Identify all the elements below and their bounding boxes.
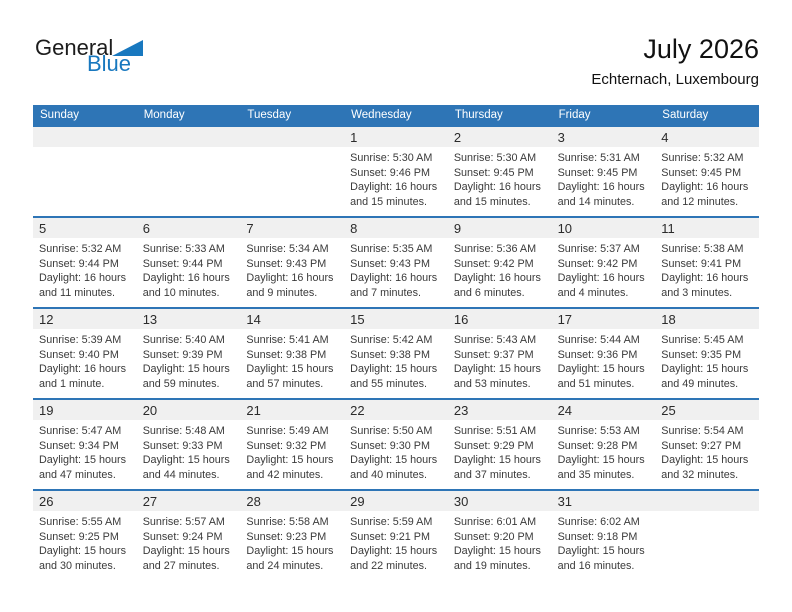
daylight-text-line2: and 11 minutes. [39, 286, 116, 299]
daylight-text-line1: Daylight: 16 hours [557, 272, 645, 285]
day-cell-details [344, 238, 448, 307]
day-number-strip [33, 491, 759, 511]
calendar-grid [33, 105, 759, 580]
sunset-text: Sunset: 9:45 PM [661, 166, 742, 179]
sunrise-text: Sunrise: 5:59 AM [350, 516, 433, 528]
daylight-text-line1: Daylight: 15 hours [39, 545, 127, 558]
day-number: 4 [661, 129, 669, 145]
daylight-text-line2: and 37 minutes. [453, 468, 531, 481]
day-number: 3 [557, 129, 565, 145]
day-cell-details [137, 329, 241, 398]
daylight-text-line2: and 4 minutes. [557, 286, 629, 299]
day-number: 13 [142, 311, 158, 327]
daylight-text-line1: Daylight: 15 hours [142, 363, 230, 376]
sunrise-text: Sunrise: 5:37 AM [557, 243, 640, 255]
day-number: 31 [557, 493, 573, 509]
day-number: 7 [246, 220, 254, 236]
daylight-text-line1: Daylight: 16 hours [661, 272, 749, 285]
sunset-text: Sunset: 9:30 PM [350, 439, 430, 452]
day-cell-details [552, 329, 656, 398]
sunrise-text: Sunrise: 5:57 AM [142, 516, 225, 528]
daylight-text-line2: and 57 minutes. [246, 377, 324, 390]
sunset-text: Sunset: 9:32 PM [246, 439, 327, 452]
weekday-header-row [33, 105, 759, 125]
sunset-text: Sunset: 9:43 PM [246, 257, 327, 270]
day-number: 10 [557, 220, 573, 236]
weekday-header: Tuesday [247, 109, 292, 121]
daylight-text-line1: Daylight: 15 hours [350, 363, 438, 376]
daylight-text-line1: Daylight: 15 hours [557, 545, 645, 558]
sunrise-text: Sunrise: 5:55 AM [39, 516, 122, 528]
day-cell-details [344, 511, 448, 580]
daylight-text-line1: Daylight: 15 hours [453, 454, 541, 467]
day-cell-details [33, 511, 137, 580]
daylight-text-line1: Daylight: 16 hours [661, 181, 749, 194]
day-number: 14 [246, 311, 261, 327]
day-number: 9 [453, 220, 462, 236]
day-number: 20 [142, 402, 158, 418]
day-cell-details [448, 238, 552, 307]
daylight-text-line2: and 44 minutes. [142, 468, 220, 481]
sunrise-text: Sunrise: 5:32 AM [661, 152, 744, 164]
sunrise-text: Sunrise: 5:39 AM [39, 334, 122, 346]
weekday-header: Saturday [662, 109, 709, 121]
daylight-text-line1: Daylight: 16 hours [453, 181, 541, 194]
daylight-text-line1: Daylight: 15 hours [350, 545, 438, 558]
sunrise-text: Sunrise: 5:51 AM [453, 425, 537, 437]
day-cell-details [240, 238, 344, 307]
day-number: 28 [246, 493, 261, 509]
day-details-row [33, 238, 759, 307]
day-details-row [33, 420, 759, 489]
sunrise-text: Sunrise: 5:32 AM [39, 243, 122, 255]
sunrise-text: Sunrise: 5:30 AM [453, 152, 537, 164]
day-number: 8 [350, 220, 358, 236]
sunset-text: Sunset: 9:45 PM [557, 166, 638, 179]
daylight-text-line2: and 40 minutes. [350, 468, 427, 481]
daylight-text-line2: and 51 minutes. [557, 377, 635, 390]
sunset-text: Sunset: 9:28 PM [557, 439, 638, 452]
logo-text-general: General [35, 35, 114, 60]
sunrise-text: Sunrise: 5:38 AM [661, 243, 744, 255]
daylight-text-line2: and 7 minutes. [350, 286, 421, 299]
daylight-text-line2: and 32 minutes. [661, 468, 739, 481]
day-cell-details [552, 511, 656, 580]
day-cell-details [552, 420, 656, 489]
daylight-text-line1: Daylight: 15 hours [142, 545, 230, 558]
day-number-strip [33, 218, 759, 238]
day-cell-details [344, 147, 448, 216]
day-number: 11 [661, 220, 675, 236]
sunset-text: Sunset: 9:40 PM [39, 348, 119, 361]
day-number: 15 [350, 311, 365, 327]
daylight-text-line2: and 10 minutes. [142, 286, 220, 299]
sunrise-text: Sunrise: 5:33 AM [142, 243, 225, 255]
sunset-text: Sunset: 9:42 PM [557, 257, 638, 270]
day-number-strip [33, 309, 759, 329]
day-cell-details [655, 147, 759, 216]
sunset-text: Sunset: 9:34 PM [39, 439, 119, 452]
daylight-text-line2: and 19 minutes. [453, 559, 531, 572]
day-number: 16 [453, 311, 469, 327]
daylight-text-line2: and 42 minutes. [246, 468, 324, 481]
daylight-text-line2: and 1 minute. [39, 377, 105, 390]
day-number [655, 491, 759, 511]
sunrise-text: Sunrise: 5:58 AM [246, 516, 329, 528]
sunset-text: Sunset: 9:43 PM [350, 257, 430, 270]
day-number: 26 [39, 493, 54, 509]
daylight-text-line1: Daylight: 16 hours [453, 272, 541, 285]
sunrise-text: Sunrise: 5:30 AM [350, 152, 433, 164]
daylight-text-line2: and 59 minutes. [142, 377, 220, 390]
sunset-text: Sunset: 9:27 PM [661, 439, 742, 452]
weekday-header: Wednesday [351, 109, 412, 121]
sunset-text: Sunset: 9:46 PM [350, 166, 430, 179]
sunset-text: Sunset: 9:44 PM [39, 257, 119, 270]
sunset-text: Sunset: 9:23 PM [246, 530, 327, 543]
daylight-text-line1: Daylight: 15 hours [246, 454, 334, 467]
day-cell-details [655, 511, 759, 580]
sunrise-text: Sunrise: 5:45 AM [661, 334, 744, 346]
daylight-text-line1: Daylight: 16 hours [39, 272, 127, 285]
day-number: 1 [350, 129, 358, 145]
day-cell-details [240, 511, 344, 580]
day-number [240, 127, 344, 147]
daylight-text-line2: and 9 minutes. [246, 286, 318, 299]
daylight-text-line1: Daylight: 16 hours [246, 272, 334, 285]
day-cell-details [33, 420, 137, 489]
daylight-text-line1: Daylight: 15 hours [453, 545, 541, 558]
day-number [137, 127, 241, 147]
sunset-text: Sunset: 9:44 PM [142, 257, 223, 270]
day-cell-details [655, 329, 759, 398]
calendar-weeks [33, 125, 759, 580]
title-block [591, 33, 759, 92]
sunrise-text: Sunrise: 5:44 AM [557, 334, 640, 346]
sunset-text: Sunset: 9:38 PM [350, 348, 430, 361]
daylight-text-line1: Daylight: 16 hours [142, 272, 230, 285]
day-details-row [33, 511, 759, 580]
daylight-text-line1: Daylight: 15 hours [39, 454, 127, 467]
daylight-text-line2: and 47 minutes. [39, 468, 116, 481]
day-cell-details [240, 329, 344, 398]
daylight-text-line2: and 3 minutes. [661, 286, 733, 299]
day-cell-details [448, 329, 552, 398]
sunrise-text: Sunrise: 6:02 AM [557, 516, 640, 528]
daylight-text-line2: and 12 minutes. [661, 195, 739, 208]
sunrise-text: Sunrise: 5:48 AM [142, 425, 225, 437]
sunset-text: Sunset: 9:35 PM [661, 348, 742, 361]
day-cell-details [137, 147, 241, 216]
day-cell-details [137, 511, 241, 580]
month-title: July 2026 [643, 34, 759, 64]
sunset-text: Sunset: 9:37 PM [453, 348, 534, 361]
week-row [33, 307, 759, 398]
week-row [33, 398, 759, 489]
sunset-text: Sunset: 9:36 PM [557, 348, 638, 361]
day-cell-details [655, 238, 759, 307]
sunset-text: Sunset: 9:18 PM [557, 530, 638, 543]
sunrise-text: Sunrise: 5:40 AM [142, 334, 225, 346]
day-number: 5 [39, 220, 47, 236]
day-details-row [33, 329, 759, 398]
day-number: 22 [350, 402, 365, 418]
day-number-strip [33, 127, 759, 147]
day-cell-details [33, 238, 137, 307]
day-cell-details [344, 329, 448, 398]
sunset-text: Sunset: 9:24 PM [142, 530, 223, 543]
sunrise-text: Sunrise: 5:36 AM [453, 243, 537, 255]
daylight-text-line1: Daylight: 15 hours [246, 363, 334, 376]
day-number: 30 [453, 493, 469, 509]
sunset-text: Sunset: 9:20 PM [453, 530, 534, 543]
sunset-text: Sunset: 9:38 PM [246, 348, 327, 361]
daylight-text-line2: and 27 minutes. [142, 559, 220, 572]
day-details-row [33, 147, 759, 216]
day-number: 21 [246, 402, 261, 418]
day-cell-details [240, 420, 344, 489]
day-cell-details [655, 420, 759, 489]
day-cell-details [448, 420, 552, 489]
daylight-text-line2: and 55 minutes. [350, 377, 427, 390]
daylight-text-line1: Daylight: 15 hours [557, 454, 645, 467]
week-row [33, 216, 759, 307]
day-cell-details [137, 420, 241, 489]
day-cell-details [240, 147, 344, 216]
sunset-text: Sunset: 9:42 PM [453, 257, 534, 270]
sunset-text: Sunset: 9:21 PM [350, 530, 430, 543]
sunrise-text: Sunrise: 5:34 AM [246, 243, 329, 255]
daylight-text-line1: Daylight: 15 hours [453, 363, 541, 376]
sunrise-text: Sunrise: 6:01 AM [453, 516, 537, 528]
daylight-text-line2: and 16 minutes. [557, 559, 635, 572]
day-number: 25 [661, 402, 676, 418]
day-cell-details [552, 238, 656, 307]
sunrise-text: Sunrise: 5:31 AM [557, 152, 640, 164]
daylight-text-line1: Daylight: 15 hours [557, 363, 645, 376]
sunrise-text: Sunrise: 5:50 AM [350, 425, 433, 437]
weekday-header: Friday [558, 109, 591, 121]
day-number: 24 [557, 402, 573, 418]
sunset-text: Sunset: 9:39 PM [142, 348, 223, 361]
day-number [33, 127, 137, 147]
sunrise-text: Sunrise: 5:47 AM [39, 425, 122, 437]
sunset-text: Sunset: 9:25 PM [39, 530, 119, 543]
day-number: 12 [39, 311, 54, 327]
day-cell-details [448, 147, 552, 216]
daylight-text-line2: and 30 minutes. [39, 559, 116, 572]
day-number: 27 [142, 493, 158, 509]
daylight-text-line1: Daylight: 16 hours [39, 363, 127, 376]
daylight-text-line2: and 22 minutes. [350, 559, 427, 572]
sunrise-text: Sunrise: 5:54 AM [661, 425, 744, 437]
location-subtitle: Echternach, Luxembourg [591, 71, 759, 88]
day-number-strip [33, 400, 759, 420]
day-cell-details [33, 329, 137, 398]
sunrise-text: Sunrise: 5:42 AM [350, 334, 433, 346]
sunrise-text: Sunrise: 5:49 AM [246, 425, 329, 437]
daylight-text-line2: and 15 minutes. [350, 195, 427, 208]
day-cell-details [33, 147, 137, 216]
day-number: 23 [453, 402, 469, 418]
sunrise-text: Sunrise: 5:53 AM [557, 425, 640, 437]
sunset-text: Sunset: 9:29 PM [453, 439, 534, 452]
general-blue-logo [35, 35, 143, 76]
day-number: 2 [453, 129, 462, 145]
sunrise-text: Sunrise: 5:41 AM [246, 334, 329, 346]
sunrise-text: Sunrise: 5:35 AM [350, 243, 433, 255]
daylight-text-line1: Daylight: 15 hours [142, 454, 230, 467]
daylight-text-line1: Daylight: 15 hours [350, 454, 438, 467]
sunrise-text: Sunrise: 5:43 AM [453, 334, 537, 346]
day-cell-details [448, 511, 552, 580]
daylight-text-line2: and 24 minutes. [246, 559, 324, 572]
day-number: 18 [661, 311, 676, 327]
daylight-text-line2: and 14 minutes. [557, 195, 635, 208]
daylight-text-line1: Daylight: 15 hours [246, 545, 334, 558]
daylight-text-line2: and 6 minutes. [453, 286, 525, 299]
logo-text-blue: Blue [87, 51, 132, 76]
day-cell-details [552, 147, 656, 216]
day-number: 29 [350, 493, 365, 509]
daylight-text-line1: Daylight: 16 hours [350, 272, 438, 285]
day-cell-details [137, 238, 241, 307]
day-number: 17 [557, 311, 573, 327]
day-number: 19 [39, 402, 54, 418]
week-row [33, 125, 759, 216]
daylight-text-line1: Daylight: 15 hours [661, 363, 749, 376]
weekday-header: Thursday [454, 109, 503, 121]
weekday-header: Monday [143, 109, 185, 121]
daylight-text-line2: and 15 minutes. [453, 195, 531, 208]
daylight-text-line2: and 49 minutes. [661, 377, 739, 390]
sunset-text: Sunset: 9:33 PM [142, 439, 223, 452]
daylight-text-line2: and 53 minutes. [453, 377, 531, 390]
daylight-text-line1: Daylight: 16 hours [350, 181, 438, 194]
week-row [33, 489, 759, 580]
daylight-text-line1: Daylight: 16 hours [557, 181, 645, 194]
weekday-header: Sunday [40, 109, 80, 121]
day-number: 6 [142, 220, 150, 236]
daylight-text-line1: Daylight: 15 hours [661, 454, 749, 467]
sunset-text: Sunset: 9:45 PM [453, 166, 534, 179]
sunset-text: Sunset: 9:41 PM [661, 257, 742, 270]
daylight-text-line2: and 35 minutes. [557, 468, 635, 481]
day-cell-details [344, 420, 448, 489]
